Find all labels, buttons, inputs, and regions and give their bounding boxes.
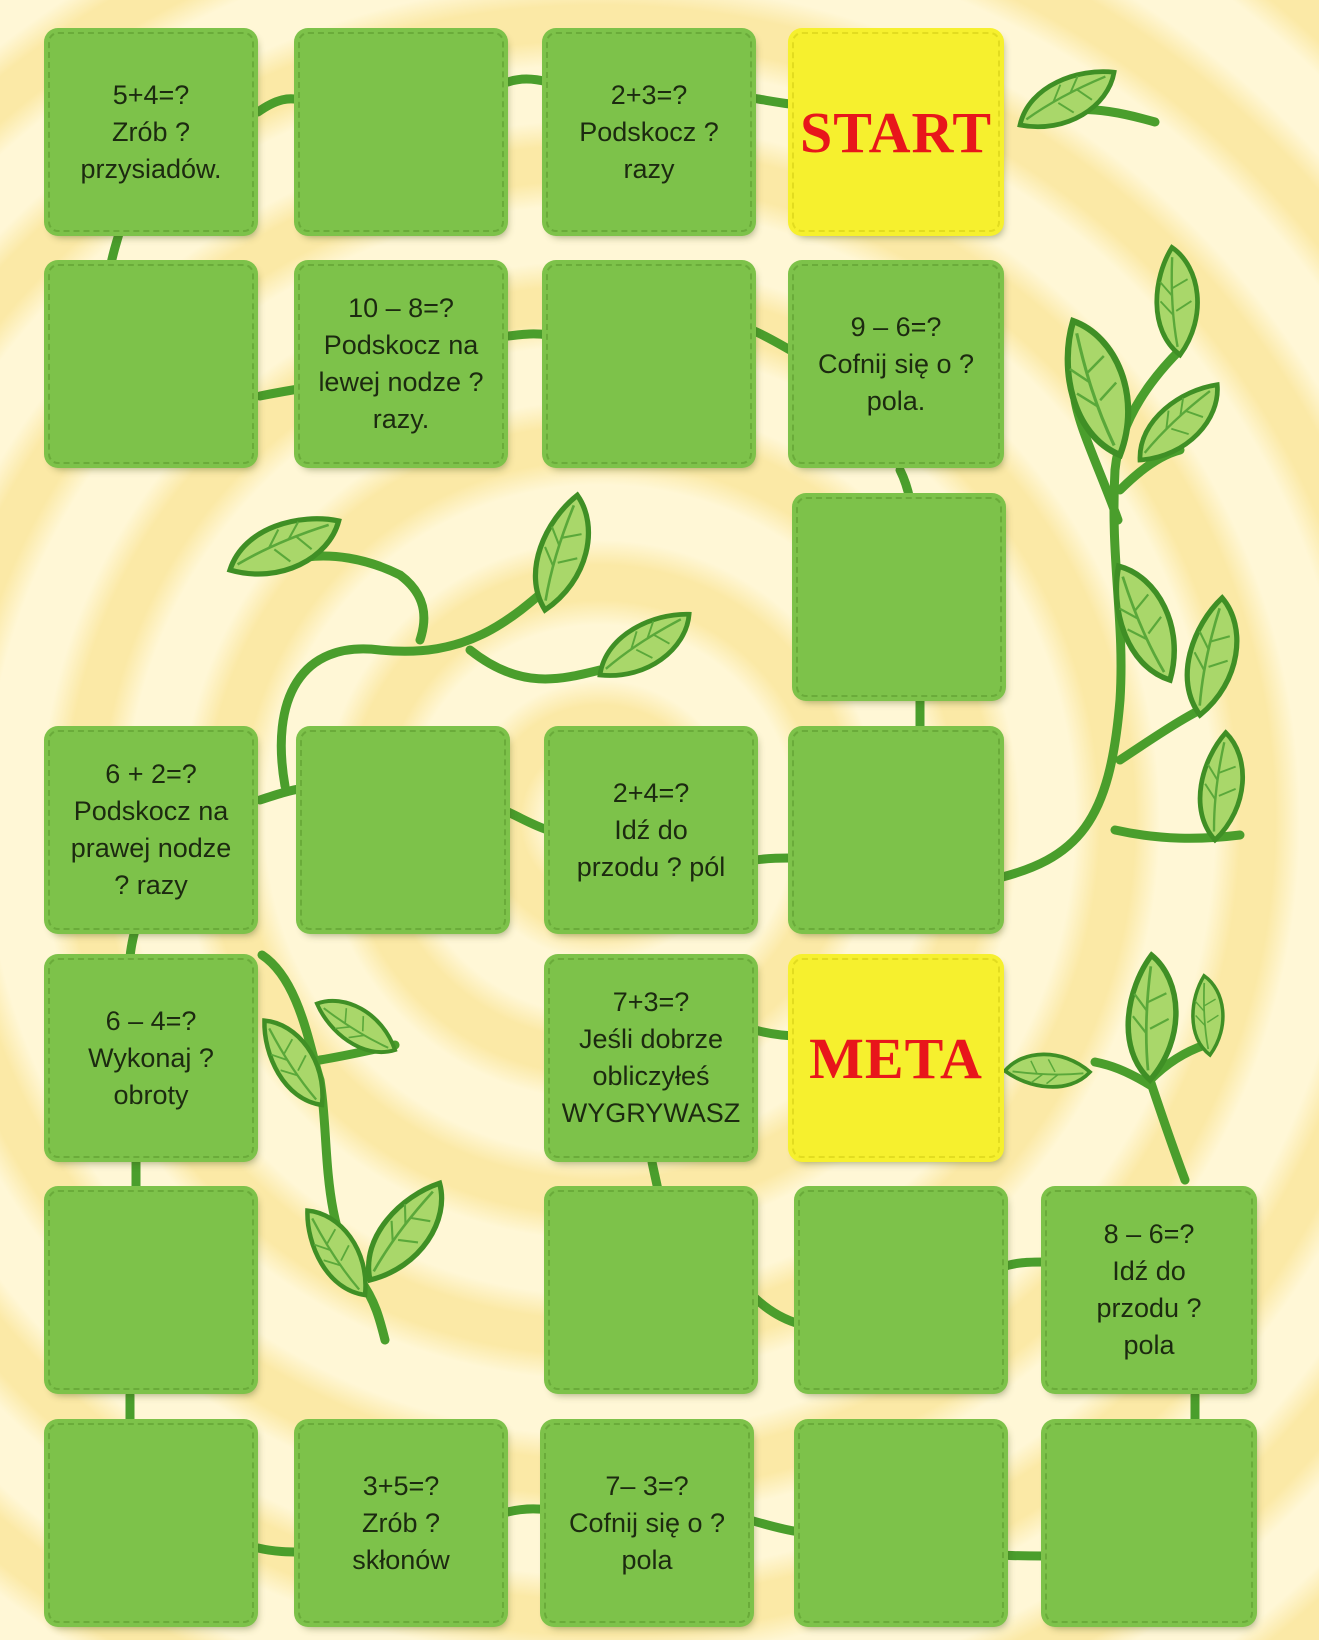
board-space[interactable]: [1045, 1190, 1253, 1390]
space-task-text: 6 – 4=? Wykonaj ? obroty: [88, 1005, 214, 1110]
space-task-text: 3+5=? Zrób ? skłonów: [352, 1470, 450, 1575]
board-space[interactable]: [796, 497, 1002, 697]
board-space[interactable]: [1045, 1423, 1253, 1623]
board-space[interactable]: [48, 730, 254, 930]
board-space[interactable]: [48, 32, 254, 232]
space-task-text: 2+4=? Idź do przodu ? pól: [576, 777, 726, 882]
board-space[interactable]: [48, 264, 254, 464]
finish-label: META: [809, 1025, 983, 1091]
board-space[interactable]: [798, 1423, 1004, 1623]
space-task-text: 7– 3=? Cofnij się o ? pola: [568, 1470, 726, 1575]
board-space[interactable]: [298, 32, 504, 232]
board-space[interactable]: [792, 264, 1000, 464]
board-space[interactable]: [300, 730, 506, 930]
space-task-text: 9 – 6=? Cofnij się o ? pola.: [817, 311, 975, 416]
start-space[interactable]: [792, 32, 1000, 232]
start-label: START: [799, 99, 993, 165]
space-task-text: 5+4=? Zrób ? przysiadów.: [80, 79, 222, 184]
board-space[interactable]: [548, 1190, 754, 1390]
board-space[interactable]: [544, 1423, 750, 1623]
board-space[interactable]: [798, 1190, 1004, 1390]
space-task-text: 10 – 8=? Podskocz na lewej nodze ? razy.: [318, 293, 484, 434]
space-task-text: 6 + 2=? Podskocz na prawej nodze ? razy: [70, 759, 232, 900]
board-space[interactable]: [792, 730, 1000, 930]
space-task-text: 8 – 6=? Idź do przodu ? pola: [1096, 1219, 1202, 1360]
board-space[interactable]: [548, 958, 754, 1158]
board-space[interactable]: [48, 958, 254, 1158]
board-space[interactable]: [546, 264, 752, 464]
board-space[interactable]: [298, 264, 504, 464]
space-task-text: 7+3=? Jeśli dobrze obliczyłeś WYGRYWASZ: [561, 987, 741, 1128]
board-space[interactable]: [546, 32, 752, 232]
board-space[interactable]: [48, 1423, 254, 1623]
board-space[interactable]: [298, 1423, 504, 1623]
board-space[interactable]: [548, 730, 754, 930]
board-space[interactable]: [48, 1190, 254, 1390]
finish-space[interactable]: [792, 958, 1000, 1158]
space-task-text: 2+3=? Podskocz ? razy: [579, 79, 719, 184]
